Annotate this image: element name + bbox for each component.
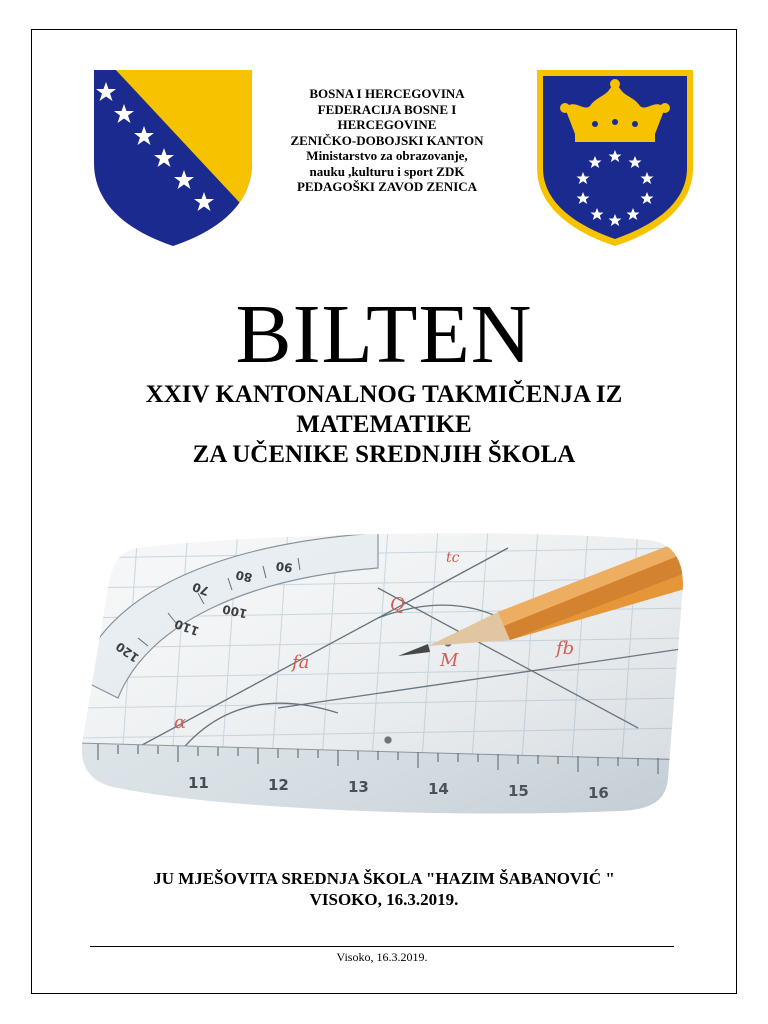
- institution-line: PEDAGOŠKI ZAVOD ZENICA: [296, 179, 478, 194]
- institution-line: ZENIČKO-DOBOJSKI KANTON: [290, 132, 484, 148]
- zenica-doboj-canton-coat-of-arms-icon: [535, 68, 695, 248]
- math-tools-illustration: [78, 528, 688, 818]
- institution-line: Ministarstvo za obrazovanje,: [306, 148, 468, 163]
- institution-line: nauku ,kulturu i sport ZDK: [309, 163, 465, 179]
- subtitle: [60, 380, 708, 470]
- footer-text: Visoko, 16.3.2019.: [336, 950, 428, 964]
- page-title: BILTEN: [235, 288, 533, 381]
- school-name: [60, 868, 708, 910]
- subtitle-line: XXIV KANTONALNOG TAKMIČENJA IZ: [145, 381, 623, 408]
- bosnia-coat-of-arms-icon: [92, 68, 254, 248]
- subtitle-line: MATEMATIKE: [296, 411, 472, 438]
- school-line: JU MJEŠOVITA SREDNJA ŠKOLA "HAZIM ŠABANOVIĆ ": [153, 869, 615, 888]
- school-line: VISOKO, 16.3.2019.: [309, 890, 459, 909]
- institution-line: HERCEGOVINE: [337, 117, 437, 132]
- subtitle-line: ZA UČENIKE SREDNJIH ŠKOLA: [192, 441, 576, 468]
- footer-divider: [90, 946, 674, 947]
- institution-header: [262, 86, 512, 195]
- institution-line: FEDERACIJA BOSNE I: [317, 101, 457, 117]
- institution-line: BOSNA I HERCEGOVINA: [309, 86, 465, 101]
